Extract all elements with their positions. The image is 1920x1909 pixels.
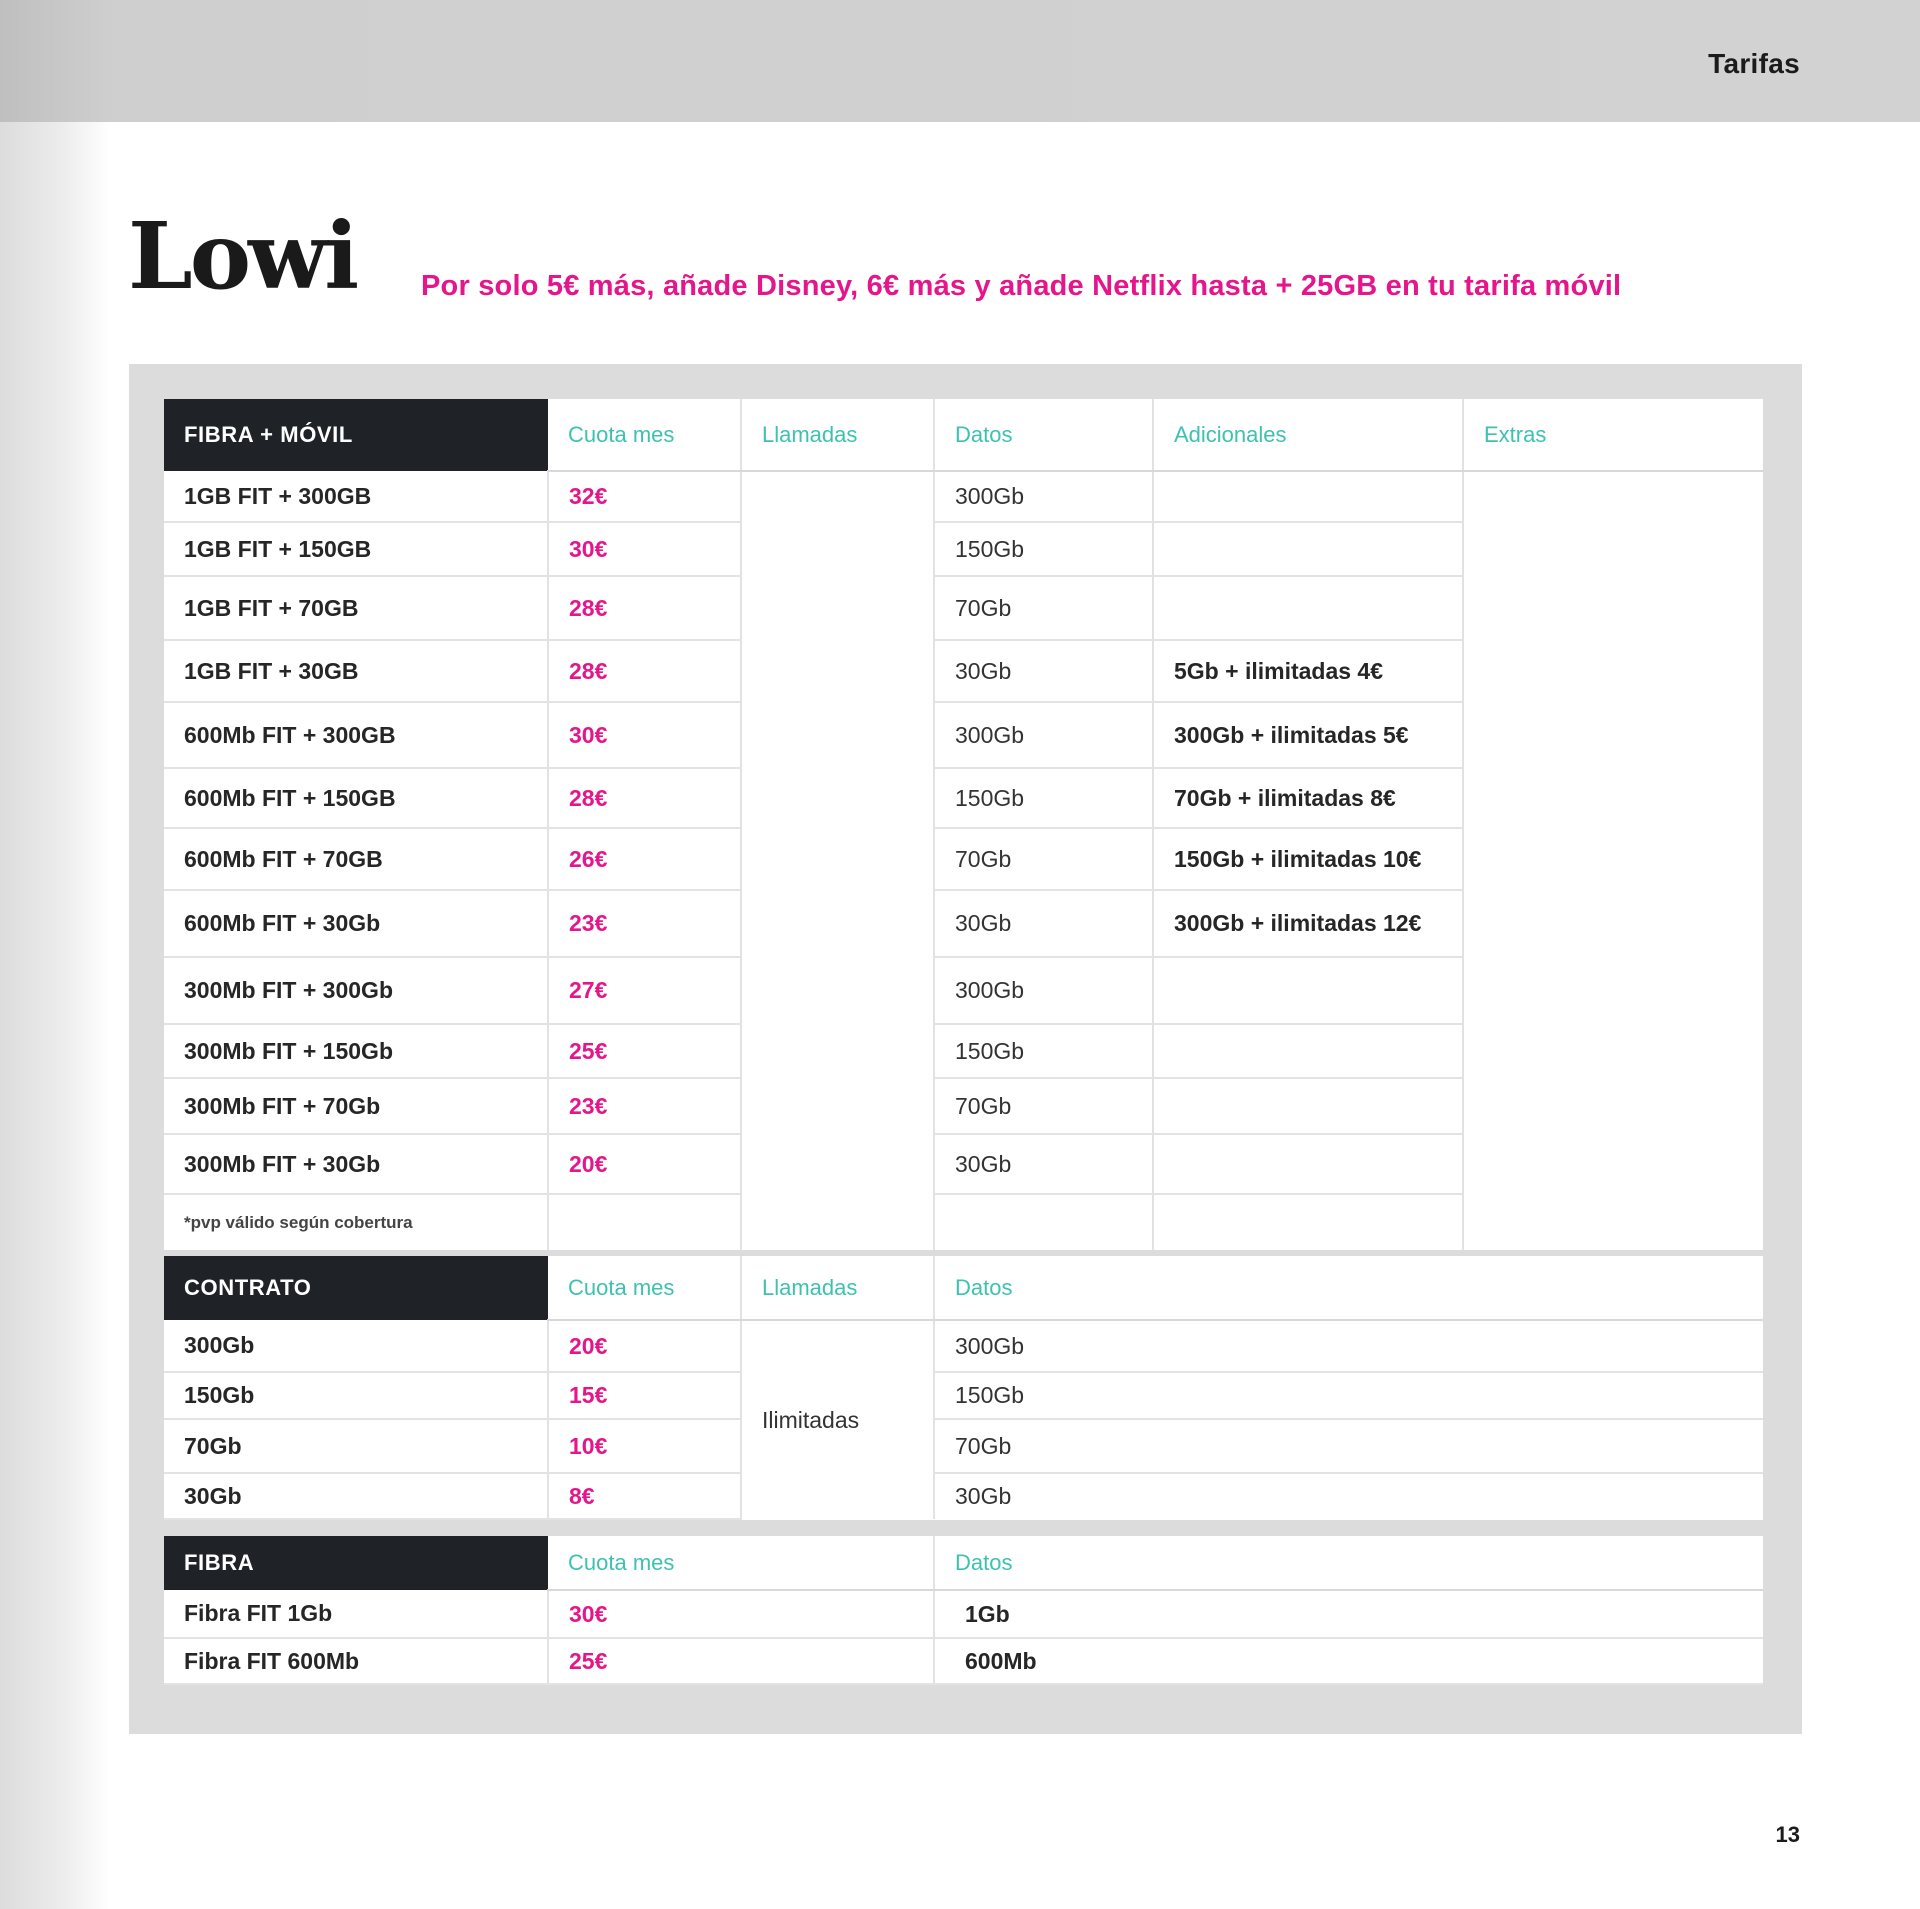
col-datos: Datos [934, 1536, 1763, 1590]
col-adicionales: Adicionales [1153, 399, 1463, 471]
plan-name: 600Mb FIT + 150GB [164, 768, 548, 828]
table-row [164, 1638, 1763, 1684]
plan-price: 28€ [548, 768, 741, 828]
plan-price: 23€ [548, 1078, 741, 1134]
plan-datos: 70Gb [934, 1419, 1763, 1473]
plan-name: 150Gb [164, 1372, 548, 1419]
plan-price: 32€ [548, 471, 741, 522]
plan-adicional [1153, 522, 1463, 576]
plan-name: 30Gb [164, 1473, 548, 1519]
plan-datos: 150Gb [934, 1372, 1763, 1419]
empty-cell [548, 1194, 741, 1250]
fibra-header: FIBRA [164, 1536, 548, 1590]
table-row [164, 471, 1763, 522]
plan-price: 28€ [548, 640, 741, 702]
col-llamadas: Llamadas [741, 1256, 934, 1320]
plan-datos: 300Gb [934, 471, 1153, 522]
plan-price: 20€ [548, 1320, 741, 1372]
plan-price: 10€ [548, 1419, 741, 1473]
col-cuota-mes: Cuota mes [548, 399, 741, 471]
plan-price: 8€ [548, 1473, 741, 1519]
plan-name: 300Mb FIT + 150Gb [164, 1024, 548, 1078]
plan-datos: 70Gb [934, 828, 1153, 890]
plan-datos: 30Gb [934, 640, 1153, 702]
extras-cell [1463, 471, 1763, 1250]
plan-name: 300Mb FIT + 70Gb [164, 1078, 548, 1134]
plan-adicional [1153, 1078, 1463, 1134]
fibra-movil-table [164, 399, 1763, 1250]
plan-datos: 30Gb [934, 1134, 1153, 1194]
plan-price: 25€ [548, 1024, 741, 1078]
plan-name: Fibra FIT 600Mb [164, 1638, 548, 1684]
plan-datos: 30Gb [934, 1473, 1763, 1519]
plan-price: 26€ [548, 828, 741, 890]
plan-price: 30€ [548, 522, 741, 576]
plan-name: 300Mb FIT + 300Gb [164, 957, 548, 1024]
plan-price: 30€ [548, 702, 741, 768]
plan-price: 25€ [548, 1638, 934, 1684]
plan-adicional: 300Gb + ilimitadas 12€ [1153, 890, 1463, 957]
contrato-table [164, 1256, 1763, 1520]
table-row [164, 1590, 1763, 1638]
table-row [164, 1320, 1763, 1372]
coverage-note: *pvp válido según cobertura [164, 1194, 548, 1250]
fibra-table [164, 1536, 1763, 1685]
plan-price: 28€ [548, 576, 741, 640]
plan-name: 1GB FIT + 70GB [164, 576, 548, 640]
table-row [164, 1419, 1763, 1473]
plan-datos: 300Gb [934, 1320, 1763, 1372]
plan-adicional [1153, 471, 1463, 522]
plan-adicional: 300Gb + ilimitadas 5€ [1153, 702, 1463, 768]
empty-cell [1153, 1194, 1463, 1250]
page-edge-shadow [0, 0, 110, 1909]
col-datos: Datos [934, 399, 1153, 471]
plan-name: 600Mb FIT + 300GB [164, 702, 548, 768]
plan-datos: 150Gb [934, 522, 1153, 576]
col-datos: Datos [934, 1256, 1763, 1320]
plan-datos: 150Gb [934, 768, 1153, 828]
plan-adicional: 5Gb + ilimitadas 4€ [1153, 640, 1463, 702]
llamadas-cell [741, 471, 934, 1250]
plan-name: 70Gb [164, 1419, 548, 1473]
col-llamadas: Llamadas [741, 399, 934, 471]
plan-price: 30€ [548, 1590, 934, 1638]
page-number: 13 [1775, 1822, 1800, 1847]
plan-name: 300Mb FIT + 30Gb [164, 1134, 548, 1194]
contrato-header: CONTRATO [164, 1256, 548, 1320]
plan-adicional [1153, 1024, 1463, 1078]
plan-name: 1GB FIT + 300GB [164, 471, 548, 522]
col-extras: Extras [1463, 399, 1763, 471]
llamadas-value: Ilimitadas [741, 1320, 934, 1519]
table-row [164, 1473, 1763, 1519]
fibra-movil-header: FIBRA + MÓVIL [164, 399, 548, 471]
plan-price: 15€ [548, 1372, 741, 1419]
plan-name: Fibra FIT 1Gb [164, 1590, 548, 1638]
plan-name: 1GB FIT + 30GB [164, 640, 548, 702]
col-cuota-mes: Cuota mes [548, 1256, 741, 1320]
plan-adicional [1153, 1134, 1463, 1194]
promo-text: Por solo 5€ más, añade Disney, 6€ más y añade Netflix hasta + 25GB en tu tarifa móvil [421, 270, 1622, 302]
plan-adicional [1153, 957, 1463, 1024]
plan-datos: 300Gb [934, 702, 1153, 768]
empty-cell [934, 1194, 1153, 1250]
plan-price: 20€ [548, 1134, 741, 1194]
plan-datos: 150Gb [934, 1024, 1153, 1078]
plan-adicional [1153, 576, 1463, 640]
plan-datos: 30Gb [934, 890, 1153, 957]
plan-name: 600Mb FIT + 30Gb [164, 890, 548, 957]
plan-name: 300Gb [164, 1320, 548, 1372]
header-band [0, 0, 1920, 122]
plan-adicional: 70Gb + ilimitadas 8€ [1153, 768, 1463, 828]
plan-price: 27€ [548, 957, 741, 1024]
plan-name: 600Mb FIT + 70GB [164, 828, 548, 890]
plan-price: 23€ [548, 890, 741, 957]
table-row [164, 1372, 1763, 1419]
plan-datos: 70Gb [934, 576, 1153, 640]
plan-adicional: 150Gb + ilimitadas 10€ [1153, 828, 1463, 890]
plan-datos: 300Gb [934, 957, 1153, 1024]
plan-datos: 600Mb [934, 1638, 1763, 1684]
plan-datos: 1Gb [934, 1590, 1763, 1638]
lowi-logo: Lowi [128, 202, 357, 310]
plan-name: 1GB FIT + 150GB [164, 522, 548, 576]
section-title: Tarifas [1708, 48, 1800, 79]
col-cuota-mes: Cuota mes [548, 1536, 934, 1590]
plan-datos: 70Gb [934, 1078, 1153, 1134]
